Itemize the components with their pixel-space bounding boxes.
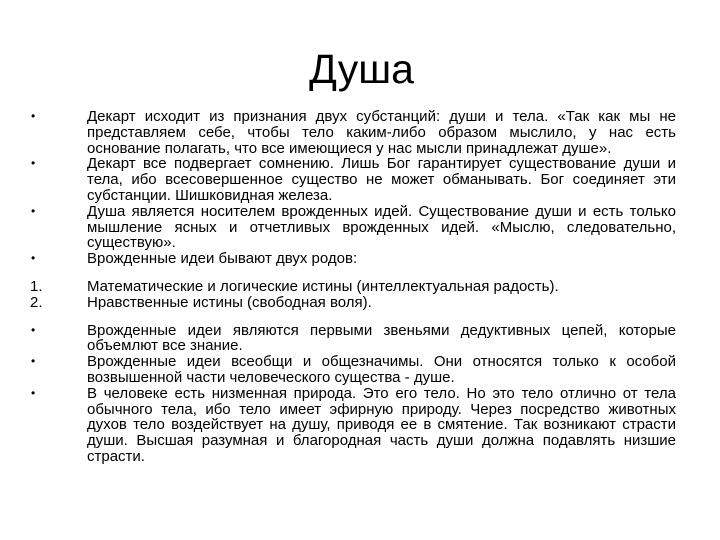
list-item-text: Математические и логические истины (интеллектуальная радость). — [87, 277, 559, 295]
numbered-group — [30, 279, 676, 311]
bullet-marker: • — [31, 109, 36, 123]
list-item-text: Врожденные идеи бывают двух родов: — [87, 250, 358, 268]
numbered-item — [30, 279, 676, 295]
list-item-text: Нравственные истины (свободная воля). — [87, 293, 372, 311]
bullet-marker: • — [31, 322, 36, 337]
bullet-marker: • — [31, 251, 36, 266]
bullet-marker: • — [31, 203, 36, 218]
list-item — [30, 354, 676, 386]
list-item — [30, 156, 676, 203]
number-marker: 2. — [30, 293, 43, 311]
group-spacer — [30, 311, 676, 323]
slide-title: Душа — [309, 46, 414, 92]
list-item — [30, 251, 676, 267]
bullet-marker: • — [31, 385, 36, 400]
bullet-marker: • — [31, 156, 36, 171]
numbered-item — [30, 295, 676, 311]
list-item-text: Врожденные идеи всеобщи и общезначимы. Они относятся только к особой возвышенной части человеческого существа - душе. — [87, 353, 676, 386]
list-item-text: Декарт исходит из признания двух субстанций: души и тела. «Так как мы не представляем себе, чтобы тело каким-либо образом мыслило, у нас есть основание полагать, что все имеющиеся у нас мысли принадлежат душе». — [87, 108, 676, 157]
bullet-group-1 — [30, 109, 676, 267]
list-item — [30, 204, 676, 251]
list-item — [30, 109, 676, 156]
list-item-text: Декарт все подвергает сомнению. Лишь Бог гарантирует существование души и тела, ибо всесовершенное существо не может обманывать. Бог соединяет эти субстанции. Шишковидная железа. — [87, 155, 676, 204]
list-item-text: Душа является носителем врожденных идей. Существование души и есть только мышление ясных и отчетливых врожденных идей. «Мыслю, следовательно, существую». — [87, 202, 676, 252]
list-item-text: Врожденные идеи являются первыми звеньями дедуктивных цепей, которые объемлют все знание. — [87, 321, 676, 355]
list-item-text: В человеке есть низменная природа. Это его тело. Но это тело отлично от тела обычного тела, ибо тело имеет эфирную природу. Через посредство животных духов тело воздействует на душу, приводя ее в смятение. Так возникают страсти души. Высшая разумная и благородная часть души должна подавлять низшие страсти. — [87, 384, 676, 465]
slide-content — [30, 109, 676, 465]
bullet-marker: • — [31, 354, 36, 369]
bullet-group-2 — [30, 323, 676, 465]
list-item — [30, 386, 676, 465]
number-marker: 1. — [30, 277, 43, 295]
list-item — [30, 323, 676, 355]
